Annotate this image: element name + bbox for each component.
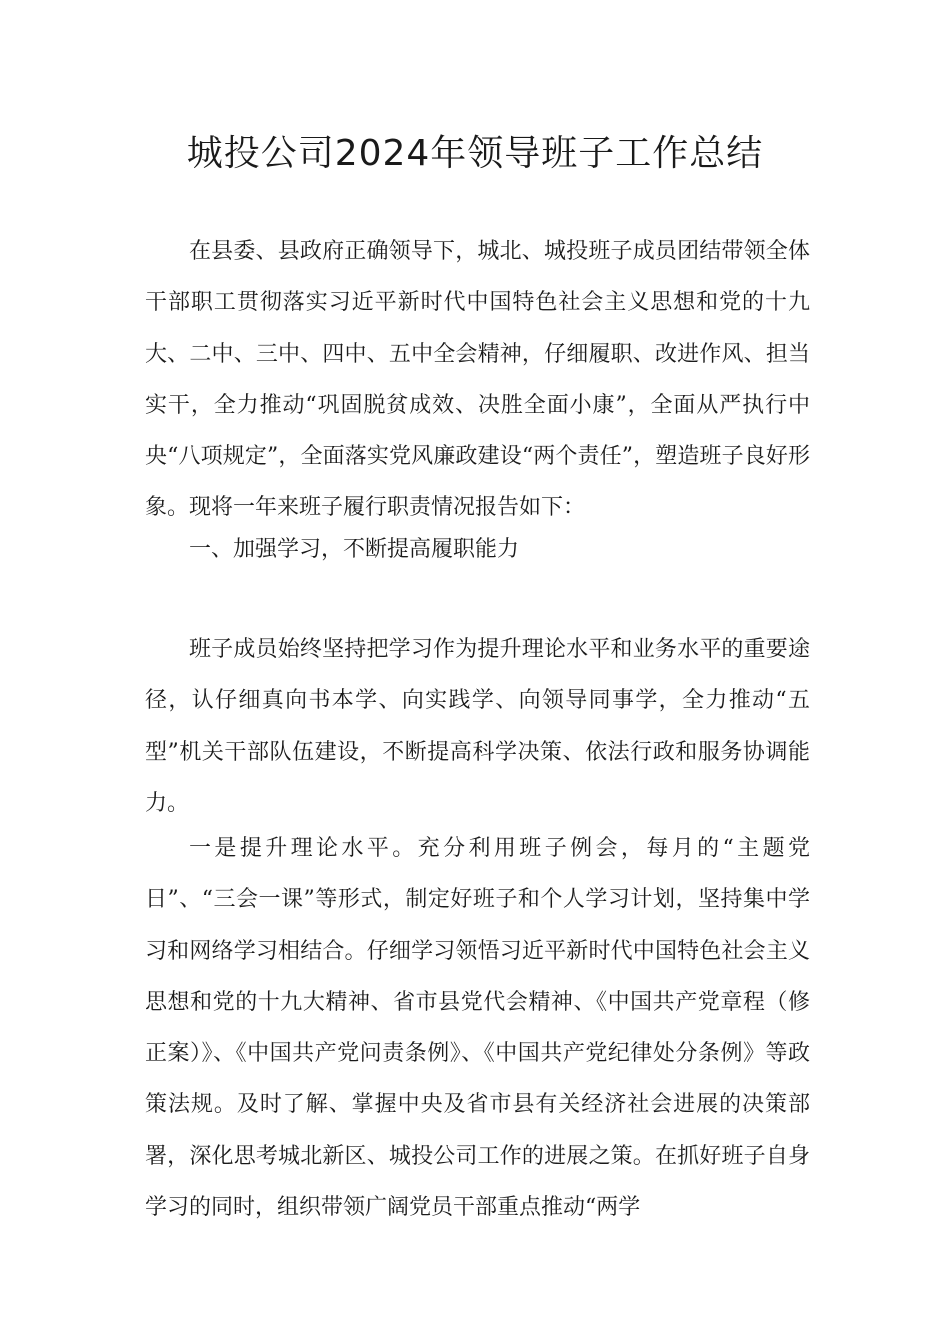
document-title: 城投公司2024年领导班子工作总结 bbox=[186, 133, 764, 174]
paragraph-learning: 班子成员始终坚持把学习作为提升理论水平和业务水平的重要途径，认仔细真向书本学、向实践学、向领导同事学，全力推动“五型”机关干部队伍建设，不断提高科学决策、依法行政和服务协调能力。 bbox=[145, 637, 810, 816]
paragraph-intro: 在县委、县政府正确领导下，城北、城投班子成员团结带领全体干部职工贯彻落实习近平新时代中国特色社会主义思想和党的十九大、二中、三中、四中、五中全会精神，仔细履职、改进作风、担当实干，全力推动“巩固脱贫成效、决胜全面小康”，全面从严执行中央“八项规定”，全面落实党风廉政建设“两个责任”，塑造班子良好形象。现将一年来班子履行职责情况报告如下： bbox=[145, 239, 810, 521]
paragraph-theory: 一是提升理论水平。充分利用班子例会，每月的“主题党日”、“三会一课”等形式，制定好班子和个人学习计划，坚持集中学习和网络学习相结合。仔细学习领悟习近平新时代中国特色社会主义思想和党的十九大精神、省市县党代会精神、《中国共产党章程（修正案）》、《中国共产党问责条例》、《中国共产党纪律处分条例》等政策法规。及时了解、掌握中央及省市县有关经济社会进展的决策部署，深化思考城北新区、城投公司工作的进展之策。在抓好班子自身学习的同时，组织带领广阔党员干部重点推动“两学 bbox=[145, 836, 810, 1221]
section-heading-1: 一、加强学习，不断提高履职能力 bbox=[189, 537, 520, 562]
